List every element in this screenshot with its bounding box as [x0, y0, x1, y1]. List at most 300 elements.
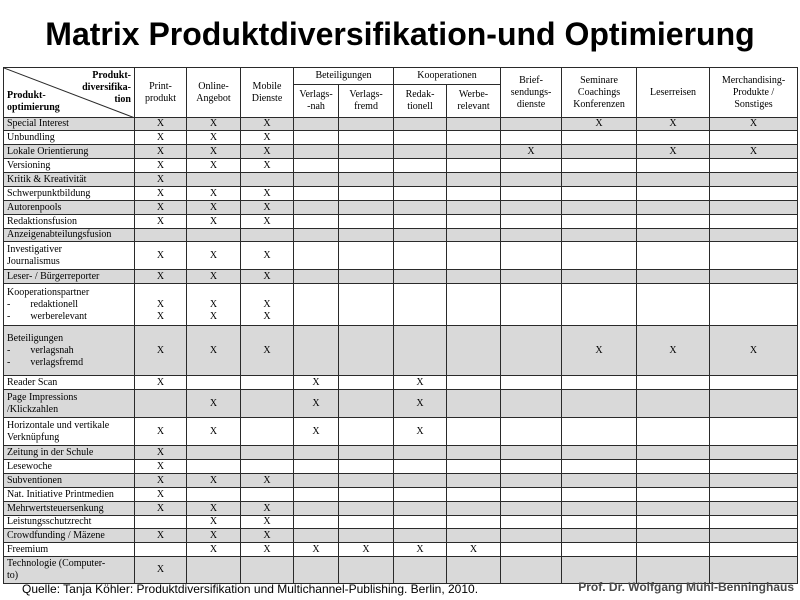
- matrix-cell: [501, 118, 562, 131]
- column-header-seminare: Seminare Coachings Konferenzen: [562, 68, 637, 118]
- table-row: [4, 242, 798, 270]
- matrix-cell: [339, 118, 394, 131]
- matrix-cell: [562, 502, 637, 516]
- matrix-cell: [447, 502, 501, 516]
- matrix-cell: X: [637, 118, 710, 131]
- matrix-cell: [637, 270, 710, 284]
- matrix-cell: [339, 145, 394, 159]
- matrix-cell: X: [710, 326, 798, 376]
- matrix-cell: [562, 215, 637, 229]
- matrix-cell: [394, 242, 447, 270]
- matrix-cell: [187, 229, 241, 242]
- matrix-cell: X: [187, 215, 241, 229]
- matrix-cell: [501, 488, 562, 502]
- matrix-cell: [294, 187, 339, 201]
- matrix-cell: [562, 284, 637, 326]
- matrix-cell: [135, 516, 187, 529]
- matrix-cell: [394, 502, 447, 516]
- matrix-cell: [447, 201, 501, 215]
- row-label: Kritik & Kreativität: [4, 173, 135, 187]
- table-row: [4, 201, 798, 215]
- matrix-cell: [339, 270, 394, 284]
- matrix-cell: [501, 474, 562, 488]
- matrix-cell: [294, 229, 339, 242]
- matrix-cell: X: [135, 446, 187, 460]
- row-label: Page Impressions /Klickzahlen: [4, 390, 135, 418]
- row-label: Nat. Initiative Printmedien: [4, 488, 135, 502]
- row-label: Autorenpools: [4, 201, 135, 215]
- matrix-cell: X: [135, 215, 187, 229]
- row-label: Special Interest: [4, 118, 135, 131]
- matrix-cell: [241, 173, 294, 187]
- matrix-cell: [447, 229, 501, 242]
- matrix-cell: X: [241, 543, 294, 557]
- matrix-cell: [394, 173, 447, 187]
- matrix-cell: [501, 159, 562, 173]
- matrix-cell: [294, 270, 339, 284]
- corner-label-diversifikation: Produkt- diversifika- tion: [82, 70, 131, 105]
- matrix-cell: [637, 543, 710, 557]
- matrix-cell: X: [394, 376, 447, 390]
- matrix-cell: [501, 229, 562, 242]
- matrix-cell: [710, 229, 798, 242]
- matrix-cell: X: [187, 390, 241, 418]
- matrix-cell: X: [710, 118, 798, 131]
- table-row: [4, 543, 798, 557]
- matrix-cell: X: [562, 326, 637, 376]
- matrix-cell: [501, 215, 562, 229]
- table-row: [4, 229, 798, 242]
- matrix-cell: [294, 460, 339, 474]
- matrix-cell: [447, 173, 501, 187]
- matrix-cell: [637, 529, 710, 543]
- row-label: Schwerpunktbildung: [4, 187, 135, 201]
- column-header-online: Online- Angebot: [187, 68, 241, 118]
- matrix-cell: [637, 173, 710, 187]
- group-header-beteiligungen: Beteiligungen: [294, 68, 394, 85]
- matrix-cell: [562, 229, 637, 242]
- matrix-cell: X: [241, 529, 294, 543]
- matrix-cell: [637, 446, 710, 460]
- matrix-cell: X: [710, 145, 798, 159]
- matrix-cell: [710, 446, 798, 460]
- matrix-cell: [339, 502, 394, 516]
- table-row: [4, 376, 798, 390]
- matrix-cell: [339, 474, 394, 488]
- source-citation: Quelle: Tanja Köhler: Produktdiversifikation und Multichannel-Publishing. Berlin, 2010.: [22, 582, 479, 596]
- matrix-cell: [501, 173, 562, 187]
- matrix-cell: [447, 270, 501, 284]
- matrix-cell: [394, 215, 447, 229]
- column-header-print: Print- produkt: [135, 68, 187, 118]
- matrix-cell: [637, 390, 710, 418]
- matrix-cell: [339, 215, 394, 229]
- matrix-cell: [135, 543, 187, 557]
- corner-header: [4, 68, 135, 118]
- matrix-cell: [447, 326, 501, 376]
- matrix-cell: [562, 376, 637, 390]
- row-label: Mehrwertsteuersenkung: [4, 502, 135, 516]
- matrix-cell: [562, 543, 637, 557]
- matrix-cell: X: [135, 488, 187, 502]
- table-row: [4, 284, 798, 326]
- matrix-cell: [562, 529, 637, 543]
- matrix-cell: X: [135, 131, 187, 145]
- matrix-cell: [339, 284, 394, 326]
- matrix-cell: X: [394, 543, 447, 557]
- matrix-cell: [637, 242, 710, 270]
- matrix-cell: [562, 474, 637, 488]
- matrix-cell: X: [294, 418, 339, 446]
- matrix-cell: [339, 242, 394, 270]
- matrix-cell: X X: [241, 284, 294, 326]
- table-row: [4, 187, 798, 201]
- matrix-cell: [710, 516, 798, 529]
- matrix-cell: X: [187, 242, 241, 270]
- matrix-cell: X: [241, 201, 294, 215]
- matrix-cell: [294, 446, 339, 460]
- matrix-cell: [637, 131, 710, 145]
- row-label: Subventionen: [4, 474, 135, 488]
- matrix-cell: [294, 326, 339, 376]
- row-label: Leser- / Bürgerreporter: [4, 270, 135, 284]
- matrix-cell: [339, 326, 394, 376]
- matrix-cell: [501, 270, 562, 284]
- row-label: Leistungsschutzrecht: [4, 516, 135, 529]
- matrix-cell: X: [394, 418, 447, 446]
- column-header-verlagsfremd: Verlags- fremd: [339, 85, 394, 118]
- matrix-cell: [339, 516, 394, 529]
- matrix-cell: [501, 187, 562, 201]
- matrix-cell: [637, 474, 710, 488]
- matrix-cell: [501, 418, 562, 446]
- matrix-cell: X: [294, 376, 339, 390]
- matrix-cell: X: [187, 187, 241, 201]
- matrix-cell: X: [187, 270, 241, 284]
- matrix-cell: [241, 390, 294, 418]
- matrix-cell: [501, 516, 562, 529]
- matrix-cell: [562, 242, 637, 270]
- row-label: Versioning: [4, 159, 135, 173]
- row-label: Horizontale und vertikale Verknüpfung: [4, 418, 135, 446]
- matrix-cell: [501, 460, 562, 474]
- matrix-cell: X: [187, 474, 241, 488]
- matrix-cell: [447, 215, 501, 229]
- matrix-cell: X: [637, 145, 710, 159]
- matrix-cell: X: [241, 326, 294, 376]
- row-label: Lokale Orientierung: [4, 145, 135, 159]
- matrix-cell: X: [187, 516, 241, 529]
- matrix-cell: [339, 390, 394, 418]
- matrix-cell: X: [135, 326, 187, 376]
- matrix-cell: [710, 376, 798, 390]
- matrix-cell: [447, 118, 501, 131]
- matrix-cell: [501, 131, 562, 145]
- matrix-cell: X: [135, 557, 187, 584]
- matrix-cell: X: [135, 474, 187, 488]
- row-label: Zeitung in der Schule: [4, 446, 135, 460]
- table-row: [4, 516, 798, 529]
- matrix-cell: X: [187, 145, 241, 159]
- matrix-cell: [394, 516, 447, 529]
- matrix-cell: [241, 376, 294, 390]
- matrix-cell: [447, 529, 501, 543]
- matrix-cell: X: [135, 376, 187, 390]
- matrix-cell: [294, 557, 339, 584]
- corner-label-optimierung: Produkt- optimierung: [7, 90, 60, 113]
- matrix-cell: [339, 557, 394, 584]
- row-label: Lesewoche: [4, 460, 135, 474]
- table-row: [4, 502, 798, 516]
- matrix-cell: [394, 474, 447, 488]
- matrix-cell: [447, 159, 501, 173]
- matrix-cell: [294, 516, 339, 529]
- table-row: [4, 215, 798, 229]
- matrix-cell: X: [135, 201, 187, 215]
- matrix-cell: [394, 326, 447, 376]
- matrix-cell: [637, 201, 710, 215]
- matrix-cell: [187, 488, 241, 502]
- matrix-cell: [187, 557, 241, 584]
- matrix-cell: X: [135, 145, 187, 159]
- table-row: [4, 488, 798, 502]
- matrix-cell: [501, 284, 562, 326]
- table-row: [4, 145, 798, 159]
- matrix-cell: X: [241, 474, 294, 488]
- matrix-cell: [135, 390, 187, 418]
- matrix-cell: [394, 159, 447, 173]
- row-label: Anzeigenabteilungsfusion: [4, 229, 135, 242]
- column-header-verlagsnah: Verlags- -nah: [294, 85, 339, 118]
- matrix-cell: [394, 460, 447, 474]
- matrix-cell: [710, 543, 798, 557]
- matrix-cell: X: [135, 159, 187, 173]
- matrix-cell: [501, 326, 562, 376]
- matrix-cell: [637, 284, 710, 326]
- matrix-cell: [394, 446, 447, 460]
- matrix-cell: [447, 145, 501, 159]
- table-row: [4, 390, 798, 418]
- matrix-cell: [447, 474, 501, 488]
- matrix-cell: [294, 529, 339, 543]
- matrix-cell: [562, 201, 637, 215]
- matrix-cell: X: [294, 390, 339, 418]
- matrix-cell: X X: [135, 284, 187, 326]
- matrix-cell: [562, 460, 637, 474]
- matrix-cell: [294, 131, 339, 145]
- matrix-cell: [637, 187, 710, 201]
- matrix-cell: X: [135, 529, 187, 543]
- matrix-cell: [241, 418, 294, 446]
- matrix-cell: [562, 270, 637, 284]
- table-row: [4, 270, 798, 284]
- matrix-body: [4, 118, 798, 584]
- matrix-cell: [501, 446, 562, 460]
- matrix-cell: X: [241, 187, 294, 201]
- matrix-cell: [710, 215, 798, 229]
- matrix-cell: [135, 229, 187, 242]
- matrix-cell: [447, 187, 501, 201]
- matrix-cell: [501, 543, 562, 557]
- table-row: [4, 474, 798, 488]
- matrix-cell: X: [241, 159, 294, 173]
- matrix-cell: X: [187, 543, 241, 557]
- matrix-cell: [501, 390, 562, 418]
- matrix-cell: [447, 418, 501, 446]
- column-header-werberelevant: Werbe- relevant: [447, 85, 501, 118]
- matrix-cell: [394, 270, 447, 284]
- matrix-cell: [501, 376, 562, 390]
- page-title: Matrix Produktdiversifikation-und Optimierung: [45, 16, 755, 52]
- matrix-cell: [241, 488, 294, 502]
- matrix-cell: [562, 173, 637, 187]
- matrix-cell: [710, 502, 798, 516]
- table-row: [4, 446, 798, 460]
- matrix-cell: [710, 488, 798, 502]
- matrix-cell: [187, 460, 241, 474]
- matrix-cell: [394, 529, 447, 543]
- matrix-cell: [339, 376, 394, 390]
- group-header-kooperationen: Kooperationen: [394, 68, 501, 85]
- matrix-cell: [294, 215, 339, 229]
- table-row: [4, 159, 798, 173]
- matrix-cell: [637, 376, 710, 390]
- matrix-cell: [710, 529, 798, 543]
- matrix-cell: [637, 488, 710, 502]
- matrix-cell: X: [294, 543, 339, 557]
- matrix-cell: [187, 446, 241, 460]
- matrix-cell: [447, 131, 501, 145]
- matrix-cell: X X: [187, 284, 241, 326]
- matrix-cell: [339, 187, 394, 201]
- matrix-cell: [637, 418, 710, 446]
- matrix-cell: X: [135, 173, 187, 187]
- matrix-cell: [710, 173, 798, 187]
- matrix-cell: X: [187, 418, 241, 446]
- matrix-cell: [294, 474, 339, 488]
- matrix-cell: [294, 118, 339, 131]
- row-label: Reader Scan: [4, 376, 135, 390]
- matrix-cell: [447, 284, 501, 326]
- matrix-cell: [501, 242, 562, 270]
- matrix-cell: [710, 159, 798, 173]
- table-row: [4, 131, 798, 145]
- matrix-cell: [294, 159, 339, 173]
- matrix-cell: X: [135, 187, 187, 201]
- matrix-cell: X: [501, 145, 562, 159]
- matrix-cell: [241, 229, 294, 242]
- column-header-briefsendungsdienste: Brief- sendungs- dienste: [501, 68, 562, 118]
- matrix-cell: [394, 229, 447, 242]
- matrix-cell: [294, 284, 339, 326]
- diversification-matrix: [3, 67, 798, 584]
- matrix-cell: [710, 460, 798, 474]
- matrix-cell: [394, 201, 447, 215]
- matrix-cell: [562, 131, 637, 145]
- matrix-cell: X: [241, 118, 294, 131]
- matrix-cell: [562, 418, 637, 446]
- table-row: [4, 460, 798, 474]
- table-row: [4, 173, 798, 187]
- matrix-cell: [710, 201, 798, 215]
- matrix-cell: [501, 529, 562, 543]
- matrix-cell: [294, 488, 339, 502]
- row-label: Beteiligungen - verlagsnah - verlagsfremd: [4, 326, 135, 376]
- matrix-cell: [339, 201, 394, 215]
- matrix-cell: [562, 446, 637, 460]
- matrix-cell: [562, 159, 637, 173]
- matrix-cell: [339, 173, 394, 187]
- matrix-cell: [294, 201, 339, 215]
- matrix-cell: X: [241, 516, 294, 529]
- matrix-cell: [394, 187, 447, 201]
- table-row: [4, 529, 798, 543]
- matrix-cell: [394, 284, 447, 326]
- row-label: Crowdfunding / Mäzene: [4, 529, 135, 543]
- row-label: Unbundling: [4, 131, 135, 145]
- table-row: [4, 418, 798, 446]
- matrix-cell: [710, 390, 798, 418]
- matrix-cell: [339, 159, 394, 173]
- matrix-cell: [294, 242, 339, 270]
- matrix-cell: X: [187, 131, 241, 145]
- matrix-cell: [294, 145, 339, 159]
- matrix-cell: [339, 418, 394, 446]
- matrix-cell: [501, 201, 562, 215]
- matrix-cell: [339, 131, 394, 145]
- matrix-cell: X: [241, 502, 294, 516]
- row-label: Technologie (Computer- to): [4, 557, 135, 584]
- matrix-cell: [241, 557, 294, 584]
- matrix-cell: X: [241, 131, 294, 145]
- matrix-cell: [394, 145, 447, 159]
- matrix-cell: [710, 242, 798, 270]
- matrix-cell: X: [135, 502, 187, 516]
- matrix-cell: X: [637, 326, 710, 376]
- author-credit: Prof. Dr. Wolfgang Mühl-Benninghaus: [578, 580, 794, 594]
- matrix-cell: X: [187, 201, 241, 215]
- row-label: Freemium: [4, 543, 135, 557]
- matrix-cell: [562, 187, 637, 201]
- matrix-cell: X: [562, 118, 637, 131]
- matrix-cell: [710, 474, 798, 488]
- matrix-cell: [637, 159, 710, 173]
- matrix-cell: [447, 460, 501, 474]
- matrix-cell: X: [339, 543, 394, 557]
- matrix-cell: X: [187, 502, 241, 516]
- matrix-cell: X: [135, 242, 187, 270]
- matrix-cell: [294, 173, 339, 187]
- matrix-cell: X: [241, 242, 294, 270]
- matrix-cell: X: [135, 418, 187, 446]
- row-label: Redaktionsfusion: [4, 215, 135, 229]
- matrix-cell: [294, 502, 339, 516]
- matrix-cell: [241, 460, 294, 474]
- matrix-cell: [562, 390, 637, 418]
- matrix-cell: [501, 557, 562, 584]
- matrix-cell: [501, 502, 562, 516]
- matrix-cell: [637, 516, 710, 529]
- matrix-cell: [187, 173, 241, 187]
- column-header-merchandising: Merchandising- Produkte / Sonstiges: [710, 68, 798, 118]
- matrix-cell: [339, 529, 394, 543]
- matrix-cell: X: [135, 270, 187, 284]
- matrix-cell: [710, 284, 798, 326]
- matrix-cell: [447, 557, 501, 584]
- matrix-cell: [447, 242, 501, 270]
- matrix-cell: [447, 516, 501, 529]
- matrix-cell: [394, 131, 447, 145]
